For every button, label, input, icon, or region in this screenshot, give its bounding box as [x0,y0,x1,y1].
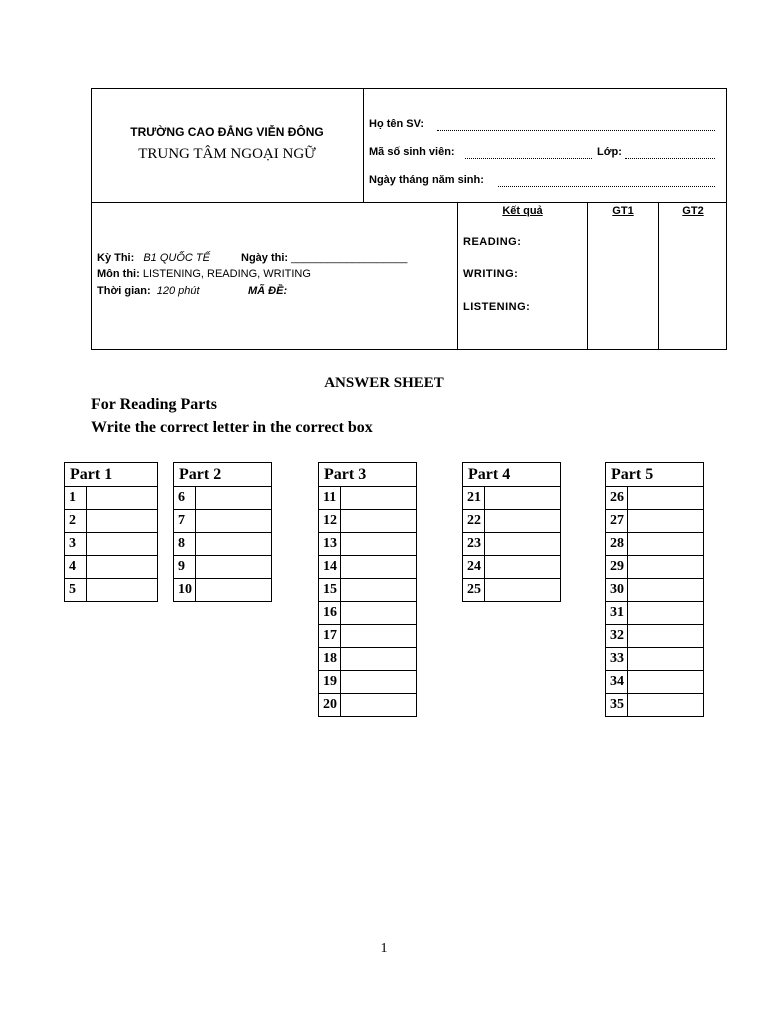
answer-row [606,487,704,510]
question-number: 3 [65,533,87,556]
mon-thi-row [97,268,311,280]
answer-row [174,533,272,556]
question-number: 31 [606,602,628,625]
question-number: 17 [319,625,341,648]
header-divider [91,202,727,203]
student-name-field[interactable] [437,130,715,131]
question-number: 6 [174,487,196,510]
answer-box[interactable] [628,556,704,579]
answer-box[interactable] [628,625,704,648]
question-number: 13 [319,533,341,556]
ky-thi-value: B1 QUỐC TẾ [143,252,210,264]
answer-row [174,487,272,510]
answer-row [65,510,158,533]
page-number: 1 [380,941,388,956]
answer-row [606,671,704,694]
answer-box[interactable] [196,510,272,533]
answer-sheet-title: ANSWER SHEET [324,375,444,391]
ket-qua-heading: Kết quả [502,205,543,217]
answer-box[interactable] [196,579,272,602]
answer-row [606,510,704,533]
answer-box[interactable] [87,510,158,533]
student-name-label: Họ tên SV: [369,118,425,130]
answer-row [606,602,704,625]
class-field[interactable] [625,158,715,159]
answer-row [606,533,704,556]
question-number: 34 [606,671,628,694]
answer-box[interactable] [485,556,561,579]
answer-box[interactable] [341,648,417,671]
answer-box[interactable] [485,579,561,602]
question-number: 14 [319,556,341,579]
writing-score-label: WRITING: [463,268,519,280]
answer-box[interactable] [341,671,417,694]
question-number: 29 [606,556,628,579]
answer-box[interactable] [628,671,704,694]
thoi-gian-label: Thời gian: [97,285,151,297]
answer-box[interactable] [341,533,417,556]
ky-thi-label: Kỳ Thi: [97,252,135,264]
answer-box[interactable] [628,648,704,671]
center-name: TRUNG TÂM NGOẠI NGỮ [138,146,316,162]
answer-row [65,556,158,579]
answer-row [606,694,704,717]
answer-box[interactable] [341,694,417,717]
answer-row [463,487,561,510]
answer-box[interactable] [485,533,561,556]
listening-score-label: LISTENING: [463,301,531,313]
answer-box[interactable] [341,625,417,648]
answer-table-part-1 [64,462,158,602]
question-number: 33 [606,648,628,671]
instruction-text: Write the correct letter in the correct box [91,419,373,436]
answer-box[interactable] [628,579,704,602]
question-number: 8 [174,533,196,556]
answer-row [463,579,561,602]
ngay-thi-blank[interactable]: ___________________ [291,252,408,264]
question-number: 7 [174,510,196,533]
question-number: 4 [65,556,87,579]
answer-box[interactable] [196,556,272,579]
part-title: Part 5 [606,463,704,487]
question-number: 30 [606,579,628,602]
answer-box[interactable] [628,510,704,533]
question-number: 27 [606,510,628,533]
dob-label: Ngày tháng năm sinh: [369,174,484,186]
answer-box[interactable] [341,556,417,579]
answer-box[interactable] [196,487,272,510]
dob-field[interactable] [498,186,715,187]
question-number: 23 [463,533,485,556]
question-number: 21 [463,487,485,510]
question-number: 16 [319,602,341,625]
answer-table-part-2 [173,462,272,602]
ma-de-label: MÃ ĐỀ: [248,285,288,297]
answer-row [319,556,417,579]
answer-row [319,533,417,556]
header-divider [363,88,364,202]
reading-score-label: READING: [463,236,522,248]
reading-parts-heading: For Reading Parts [91,396,217,413]
question-number: 19 [319,671,341,694]
answer-box[interactable] [341,602,417,625]
ma-de-row [248,285,287,297]
answer-box[interactable] [341,510,417,533]
answer-row [174,579,272,602]
answer-box[interactable] [485,510,561,533]
answer-box[interactable] [628,602,704,625]
part-title: Part 2 [174,463,272,487]
answer-row [174,556,272,579]
answer-table-part-3 [318,462,417,717]
part-title: Part 3 [319,463,417,487]
answer-row [65,487,158,510]
answer-row [463,510,561,533]
answer-row [65,533,158,556]
question-number: 20 [319,694,341,717]
class-label: Lớp: [597,146,622,158]
student-id-label: Mã số sinh viên: [369,146,455,158]
question-number: 22 [463,510,485,533]
question-number: 24 [463,556,485,579]
part-title: Part 1 [65,463,158,487]
answer-row [606,556,704,579]
thoi-gian-value: 120 phút [156,285,200,297]
answer-row [65,579,158,602]
ngay-thi-label: Ngày thi: [241,252,289,264]
gt1-heading: GT1 [612,205,634,217]
results-divider [587,202,588,350]
question-number: 10 [174,579,196,602]
answer-row [319,487,417,510]
answer-box[interactable] [87,579,158,602]
school-name: TRƯỜNG CAO ĐẲNG VIỄN ĐÔNG [130,125,324,139]
question-number: 25 [463,579,485,602]
mon-thi-value: LISTENING, READING, WRITING [142,268,311,280]
question-number: 15 [319,579,341,602]
results-divider [457,202,458,350]
part-title: Part 4 [463,463,561,487]
answer-row [606,648,704,671]
gt2-heading: GT2 [682,205,704,217]
answer-box[interactable] [341,579,417,602]
answer-box[interactable] [87,556,158,579]
mon-thi-label: Môn thi: [97,268,140,280]
answer-box[interactable] [628,487,704,510]
thoi-gian-row [97,285,200,297]
answer-row [606,579,704,602]
ngay-thi-row [241,252,407,264]
answer-row [319,602,417,625]
answer-table-part-5 [605,462,704,717]
question-number: 12 [319,510,341,533]
results-divider [658,202,659,350]
question-number: 2 [65,510,87,533]
answer-table-part-4 [462,462,561,602]
question-number: 18 [319,648,341,671]
question-number: 11 [319,487,341,510]
answer-row [174,510,272,533]
answer-box[interactable] [485,487,561,510]
answer-box[interactable] [87,487,158,510]
answer-box[interactable] [196,533,272,556]
question-number: 26 [606,487,628,510]
question-number: 32 [606,625,628,648]
answer-row [463,533,561,556]
answer-row [319,510,417,533]
answer-row [319,625,417,648]
answer-box[interactable] [341,487,417,510]
question-number: 35 [606,694,628,717]
answer-box[interactable] [628,533,704,556]
answer-box[interactable] [628,694,704,717]
answer-row [319,694,417,717]
answer-box[interactable] [87,533,158,556]
student-id-field[interactable] [465,158,592,159]
answer-row [606,625,704,648]
question-number: 28 [606,533,628,556]
answer-row [319,671,417,694]
answer-row [463,556,561,579]
question-number: 1 [65,487,87,510]
question-number: 5 [65,579,87,602]
ky-thi-row [97,252,210,264]
question-number: 9 [174,556,196,579]
answer-row [319,579,417,602]
answer-row [319,648,417,671]
